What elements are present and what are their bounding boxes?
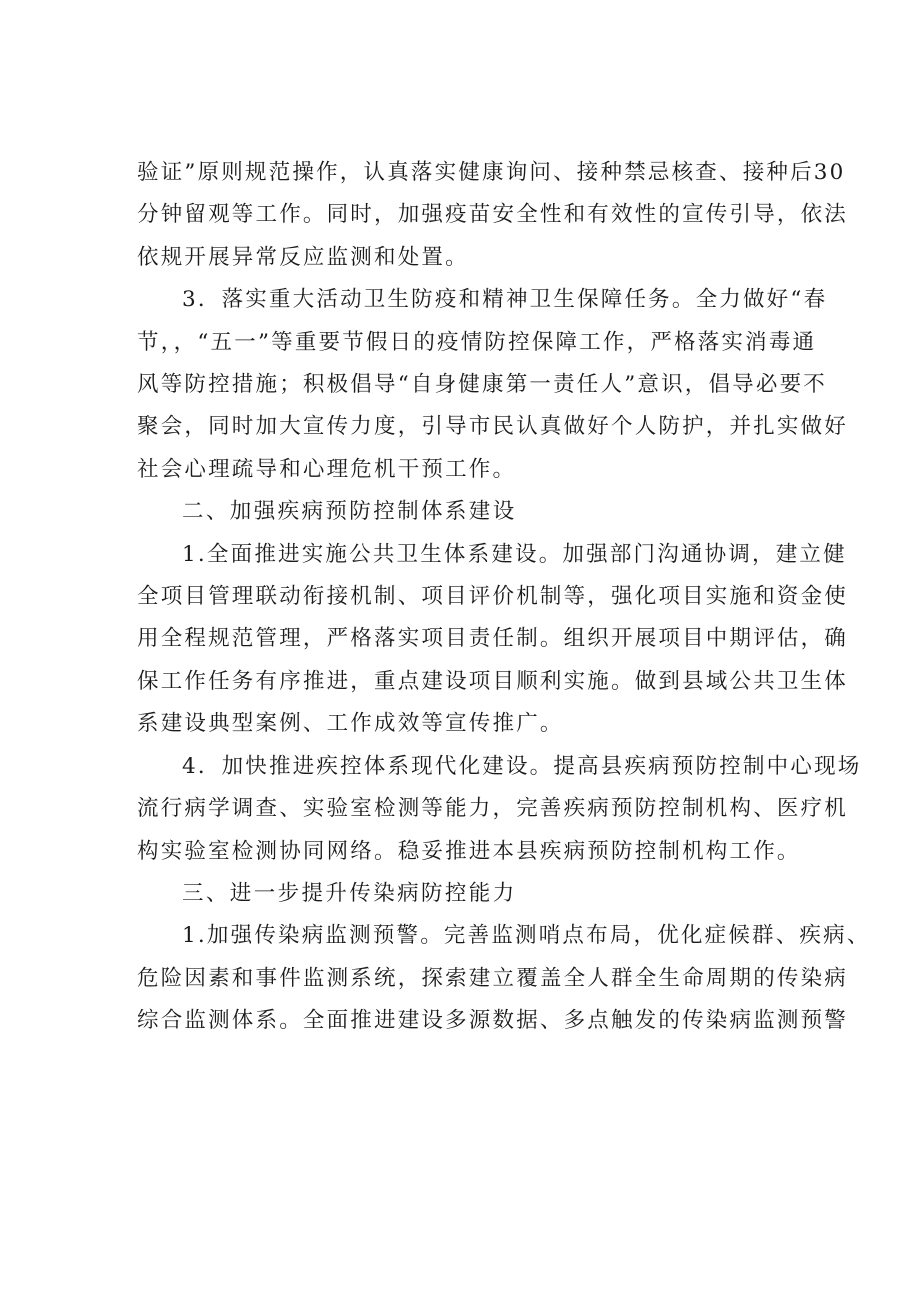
text-line: 用全程规范管理，严格落实项目责任制。组织开展项目中期评估，确: [137, 626, 849, 652]
text-line: 二、加强疾病预防控制体系建设: [182, 499, 517, 525]
body-paragraph: [137, 279, 849, 491]
body-paragraph: [137, 915, 871, 1042]
text-line: 风等防控措施；积极倡导“自身健康第一责任人”意识，倡导必要不: [137, 372, 827, 398]
text-line: 全项目管理联动衔接机制、项目评价机制等，强化项目实施和资金使: [137, 584, 849, 610]
text-line: 聚会，同时加大宣传力度，引导市民认真做好个人防护，并扎实做好: [137, 414, 849, 440]
text-line: 3．落实重大活动卫生防疫和精神卫生保障任务。全力做好“春: [182, 287, 828, 313]
text-line: 保工作任务有序推进，重点建设项目顺利实施。做到县域公共卫生体: [137, 668, 849, 694]
text-line: 三、进一步提升传染病防控能力: [182, 880, 517, 906]
text-line: 4．加快推进疾控体系现代化建设。提高县疾病预防控制中心现场: [182, 753, 862, 779]
text-line: 综合监测体系。全面推进建设多源数据、多点触发的传染病监测预警: [137, 1008, 849, 1034]
section-heading: [137, 873, 789, 915]
body-paragraph: [137, 534, 849, 746]
document-body: [137, 152, 871, 1043]
text-line: 构实验室检测协同网络。稳妥推进本县疾病预防控制机构工作。: [137, 838, 801, 864]
text-line: 节，，“五一”等重要节假日的疫情防控保障工作，严格落实消毒通: [137, 329, 817, 355]
body-paragraph: [137, 152, 849, 279]
text-line: 分钟留观等工作。同时，加强疫苗安全性和有效性的宣传引导，依法: [137, 202, 849, 228]
text-line: 1.全面推进实施公共卫生体系建设。加强部门沟通协调，建立健: [182, 541, 847, 567]
text-line: 验证”原则规范操作，认真落实健康询问、接种禁忌核查、接种后30: [137, 160, 846, 185]
section-heading: [137, 491, 789, 533]
text-line: 流行病学调查、实验室检测等能力，完善疾病预防控制机构、医疗机: [137, 796, 849, 822]
text-line: 1.加强传染病监测预警。完善监测哨点布局，优化症候群、疾病、: [182, 923, 871, 949]
text-line: 依规开展异常反应监测和处置。: [137, 244, 469, 270]
body-paragraph: [137, 746, 862, 873]
text-line: 系建设典型案例、工作成效等宣传推广。: [137, 711, 564, 737]
text-line: 危险因素和事件监测系统，探索建立覆盖全人群全生命周期的传染病: [137, 965, 849, 991]
text-line: 社会心理疏导和心理危机干预工作。: [137, 456, 517, 482]
